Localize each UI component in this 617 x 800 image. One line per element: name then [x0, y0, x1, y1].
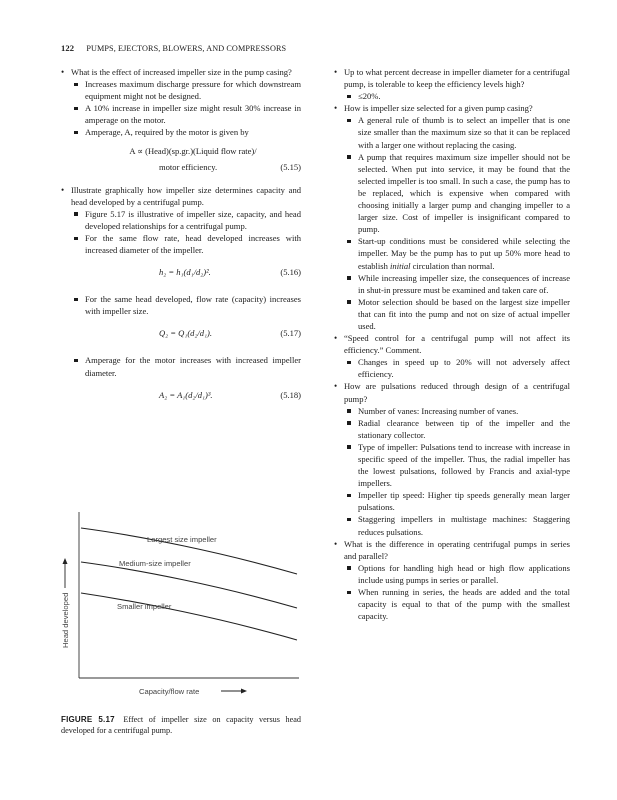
list-item: For the same head developed, flow rate (capacity) increases with impeller size.: [61, 293, 301, 317]
list-item: Radial clearance between tip of the impeller and the stationary collector.: [334, 417, 570, 441]
arrow-right-icon: [241, 689, 247, 694]
list-item-text: circulation than normal.: [410, 260, 495, 271]
list-item: Number of vanes: Increasing number of vanes.: [334, 405, 570, 417]
equation-5-18: [61, 389, 301, 402]
page-number: 122: [61, 43, 75, 53]
question-impeller-size-effect: • What is the effect of increased impeller size in the pump casing?: [61, 66, 301, 78]
list-item: Amperage for the motor increases with increased impeller diameter.: [61, 354, 301, 378]
figure-caption: [61, 714, 301, 736]
list-item: Increases maximum discharge pressure for which downstream equipment might not be designed.: [61, 78, 301, 102]
y-axis-label: Head developed: [61, 592, 70, 648]
question-percent-decrease: • Up to what percent decrease in impeller diameter for a centrifugal pump, is tolerable to keep the efficiency levels high?: [334, 66, 570, 90]
running-header: [61, 43, 581, 53]
list-item: While increasing impeller size, the consequences of increase in shut-in pressure must be examined and taken care of.: [334, 272, 570, 296]
list-item: Options for handling high head or high flow applications include using pumps in series or parallel.: [334, 562, 570, 586]
list-item: Staggering impellers in multistage machines: Staggering reduces pulsations.: [334, 513, 570, 537]
list-item: ≤20%.: [334, 90, 570, 102]
equation-number: (5.17): [280, 328, 301, 339]
list-item: Figure 5.17 is illustrative of impeller size, capacity, and head developed relationships for a centrifugal pump.: [61, 208, 301, 232]
list-item: Type of impeller: Pulsations tend to increase with increase in specific speed of the impeller. Thus, the radial impeller has the lowest pulsations, followed by Francis and axial-type impellers.: [334, 441, 570, 489]
figure-caption-label: FIGURE 5.17: [61, 715, 115, 725]
equation-5-15-line2: [61, 161, 301, 174]
label-medium-impeller: Medium-size impeller: [119, 559, 191, 568]
question-impeller-selection: • How is impeller size selected for a given pump casing?: [334, 102, 570, 114]
list-item: Impeller tip speed: Higher tip speeds generally mean larger pulsations.: [334, 489, 570, 513]
label-largest-impeller: Largest size impeller: [147, 535, 217, 544]
equation-number: (5.18): [280, 389, 301, 400]
x-axis-label: Capacity/flow rate: [139, 687, 200, 696]
list-item: [334, 235, 570, 271]
list-item: Changes in speed up to 20% will not adversely affect efficiency.: [334, 356, 570, 380]
equation-5-17-text: Q₂ = Q₁(d₂/d₁).: [159, 328, 213, 339]
list-item: A pump that requires maximum size impeller should not be selected. When put into service, it may be found that the selected impeller is too small. In such a case, the pump has to be replaced, which is expensive when compared with choosing initially a larger pump and changing impeller to a larger size. Cost of impeller is insignificant compared to pump.: [334, 151, 570, 236]
question-pulsations: • How are pulsations reduced through design of a centrifugal pump?: [334, 380, 570, 404]
question-series-parallel: • What is the difference in operating centrifugal pumps in series and parallel?: [334, 538, 570, 562]
list-item: When running in series, the heads are added and the total capacity is equal to that of the pump with the smallest capacity.: [334, 586, 570, 622]
curve-smaller-impeller: [81, 593, 297, 640]
equation-5-15-line1: A ∝ (Head)(sp.gr.)(Liquid flow rate)/: [129, 145, 257, 156]
curve-medium-impeller: [81, 562, 297, 608]
equation-5-16: [61, 266, 301, 279]
arrow-up-icon: [63, 558, 68, 564]
equation-5-18-text: A₂ = A₁(d₂/d₁)³.: [159, 389, 213, 400]
list-item: For the same flow rate, head developed increases with increased diameter of the impeller.: [61, 232, 301, 256]
running-title: PUMPS, EJECTORS, BLOWERS, AND COMPRESSORS: [86, 44, 287, 53]
equation-5-17: [61, 327, 301, 340]
emphasis-initial: initial: [390, 260, 411, 271]
equation-5-16-text: h₂ = h₁(d₁/d₂)².: [159, 267, 211, 278]
right-column: [334, 66, 570, 622]
figure-5-17-chart: [61, 508, 301, 700]
question-illustrate-graphically: • Illustrate graphically how impeller size determines capacity and head developed by a centrifugal pump.: [61, 184, 301, 208]
equation-5-15-text: motor efficiency.: [159, 161, 218, 172]
list-item: A general rule of thumb is to select an impeller that is one size smaller than the maximum size so that it can be replaced with a larger one without replacing the casing.: [334, 114, 570, 150]
list-item: A 10% increase in impeller size might result 30% increase in amperage on the motor.: [61, 102, 301, 126]
list-item-text: Start-up conditions must be considered while selecting the impeller. May be the pump has to put up 50% more head to establish: [358, 236, 570, 271]
figure-caption-text: Effect of impeller size on capacity versus head developed for a centrifugal pump.: [61, 715, 301, 736]
equation-number: (5.15): [280, 161, 301, 172]
label-smaller-impeller: Smaller impeller: [117, 602, 172, 611]
list-item: Motor selection should be based on the largest size impeller that can fit into the pump and not on size of actual impeller used.: [334, 296, 570, 332]
equation-number: (5.16): [280, 267, 301, 278]
left-column: [61, 66, 301, 402]
list-item: Amperage, A, required by the motor is given by: [61, 126, 301, 138]
question-speed-control: • “Speed control for a centrifugal pump will not affect its efficiency.” Comment.: [334, 332, 570, 356]
